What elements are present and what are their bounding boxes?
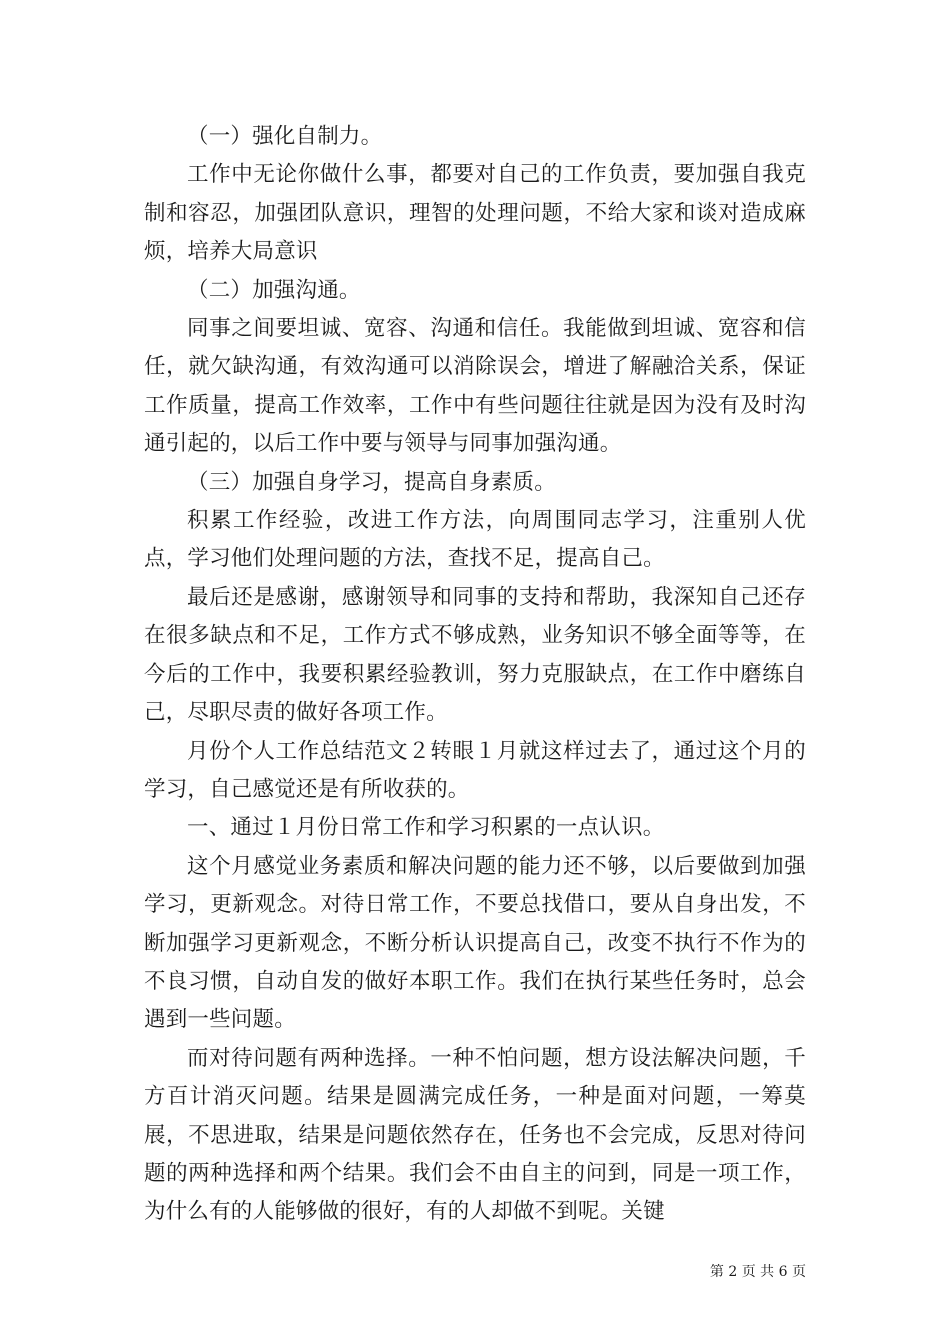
paragraph-2: 同事之间要坦诚、宽容、沟通和信任。我能做到坦诚、宽容和信任，就欠缺沟通，有效沟通可以消除误会，增进了解融洽关系，保证工作质量，提高工作效率，工作中有些问题往往就是因为没有及时沟通引起的，以后工作中要与领导与同事加强沟通。 — [144, 316, 806, 457]
section-heading-1: （一）强化自制力。 — [187, 124, 383, 149]
paragraph-1: 工作中无论你做什么事，都要对自己的工作负责，要加强自我克制和容忍，加强团队意识，理智的处理问题，不给大家和谈对造成麻烦，培养大局意识 — [144, 162, 806, 265]
page-number-footer: 第 2 页 共 6 页 — [709, 1264, 806, 1280]
section-heading-4: 一、通过１月份日常工作和学习积累的一点认识。 — [187, 815, 665, 841]
paragraph-7: 而对待问题有两种选择。一种不怕问题，想方设法解决问题，千方百计消灭问题。结果是圆满完成任务，一种是面对问题，一筹莫展，不思进取，结果是问题依然存在，任务也不会完成，反思对待问题的两种选择和两个结果。我们会不由自主的问到，同是一项工作，为什么有的人能够做的很好，有的人却做不到呢。关键 — [144, 1045, 806, 1225]
paragraph-6: 这个月感觉业务素质和解决问题的能力还不够，以后要做到加强学习，更新观念。对待日常工作，不要总找借口，要从自身出发，不断加强学习更新观念，不断分析认识提高自己，改变不执行不作为的不良习惯，自动自发的做好本职工作。我们在执行某些任务时，总会遇到一些问题。 — [144, 853, 806, 1033]
paragraph-5: 月份个人工作总结范文２转眼１月就这样过去了，通过这个月的学习，自己感觉还是有所收获的。 — [144, 738, 806, 802]
section-heading-3: （三）加强自身学习，提高自身素质。 — [187, 469, 556, 495]
section-heading-2: （二）加强沟通。 — [187, 277, 361, 303]
document-body — [144, 118, 806, 1232]
paragraph-4: 最后还是感谢，感谢领导和同事的支持和帮助，我深知自己还存在很多缺点和不足，工作方式不够成熟，业务知识不够全面等等，在今后的工作中，我要积累经验教训，努力克服缺点，在工作中磨练自己，尽职尽责的做好各项工作。 — [144, 584, 806, 726]
paragraph-3: 积累工作经验，改进工作方法，向周围同志学习，注重别人优点，学习他们处理问题的方法，查找不足，提高自己。 — [144, 508, 806, 572]
